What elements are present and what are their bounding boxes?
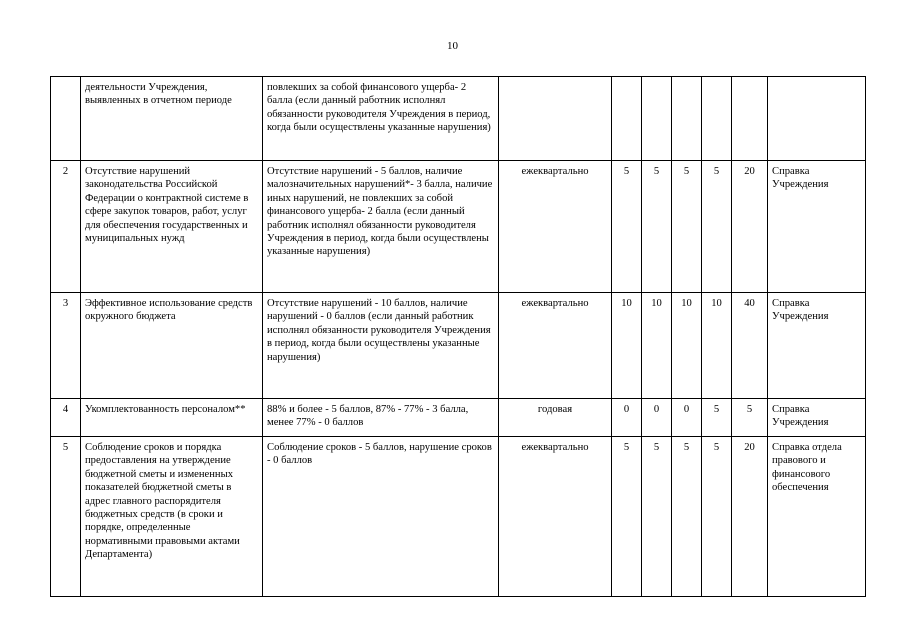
data-source [768, 77, 866, 161]
reporting-period: ежеквартально [499, 437, 612, 597]
scoring-criteria: повлекших за собой финансового ущерба- 2 балла (если данный работник исполнял обязанности руководителя Учреждения в период, когда были осуществлены указанные нарушения) [263, 77, 499, 161]
indicator-name: Эффективное использование средств окружного бюджета [81, 293, 263, 399]
score-q1: 10 [612, 293, 642, 399]
data-source: Справка Учреждения [768, 399, 866, 437]
table-row [51, 77, 866, 161]
score-q4 [702, 77, 732, 161]
indicator-name: Соблюдение сроков и порядка предоставления на утверждение бюджетной сметы и измененных показателей бюджетной сметы в адрес главного распорядителя бюджетных средств (в сроки и порядке, определенные нормативными правовыми актами Департамента) [81, 437, 263, 597]
data-source: Справка Учреждения [768, 293, 866, 399]
score-q3: 0 [672, 399, 702, 437]
score-q3: 5 [672, 437, 702, 597]
score-q1: 5 [612, 437, 642, 597]
reporting-period: ежеквартально [499, 293, 612, 399]
table-row [51, 437, 866, 597]
score-q4: 10 [702, 293, 732, 399]
indicator-name: деятельности Учреждения, выявленных в отчетном периоде [81, 77, 263, 161]
table-row [51, 399, 866, 437]
reporting-period [499, 77, 612, 161]
score-total: 20 [732, 437, 768, 597]
criteria-table [50, 76, 866, 597]
score-total [732, 77, 768, 161]
table-row [51, 161, 866, 293]
score-total: 5 [732, 399, 768, 437]
scoring-criteria: Соблюдение сроков - 5 баллов, нарушение сроков - 0 баллов [263, 437, 499, 597]
score-q1: 5 [612, 161, 642, 293]
table-row [51, 293, 866, 399]
score-q1: 0 [612, 399, 642, 437]
score-total: 20 [732, 161, 768, 293]
row-number [51, 77, 81, 161]
score-q4: 5 [702, 399, 732, 437]
row-number: 3 [51, 293, 81, 399]
score-q2: 10 [642, 293, 672, 399]
score-q2 [642, 77, 672, 161]
score-q3: 5 [672, 161, 702, 293]
reporting-period: ежеквартально [499, 161, 612, 293]
score-q4: 5 [702, 161, 732, 293]
data-source: Справка Учреждения [768, 161, 866, 293]
scoring-criteria: 88% и более - 5 баллов, 87% - 77% - 3 балла, менее 77% - 0 баллов [263, 399, 499, 437]
score-q3: 10 [672, 293, 702, 399]
reporting-period: годовая [499, 399, 612, 437]
row-number: 2 [51, 161, 81, 293]
scoring-criteria: Отсутствие нарушений - 10 баллов, наличие нарушений - 0 баллов (если данный работник исполнял обязанности руководителя Учреждения в период, когда были осуществлены указанные нарушения) [263, 293, 499, 399]
row-number: 4 [51, 399, 81, 437]
score-q2: 0 [642, 399, 672, 437]
score-q2: 5 [642, 437, 672, 597]
page-number: 10 [447, 40, 458, 52]
score-q3 [672, 77, 702, 161]
data-source: Справка отдела правового и финансового обеспечения [768, 437, 866, 597]
score-total: 40 [732, 293, 768, 399]
scoring-criteria: Отсутствие нарушений - 5 баллов, наличие малозначительных нарушений*- 3 балла, наличие иных нарушений, не повлекших за собой финансового ущерба- 2 балла (если данный работник исполнял обязанности руководителя Учреждения в период, когда были осуществлены указанные нарушения) [263, 161, 499, 293]
row-number: 5 [51, 437, 81, 597]
indicator-name: Отсутствие нарушений законодательства Российской Федерации о контрактной системе в сфере закупок товаров, работ, услуг для обеспечения государственных и муниципальных нужд [81, 161, 263, 293]
score-q2: 5 [642, 161, 672, 293]
score-q1 [612, 77, 642, 161]
indicator-name: Укомплектованность персоналом** [81, 399, 263, 437]
score-q4: 5 [702, 437, 732, 597]
